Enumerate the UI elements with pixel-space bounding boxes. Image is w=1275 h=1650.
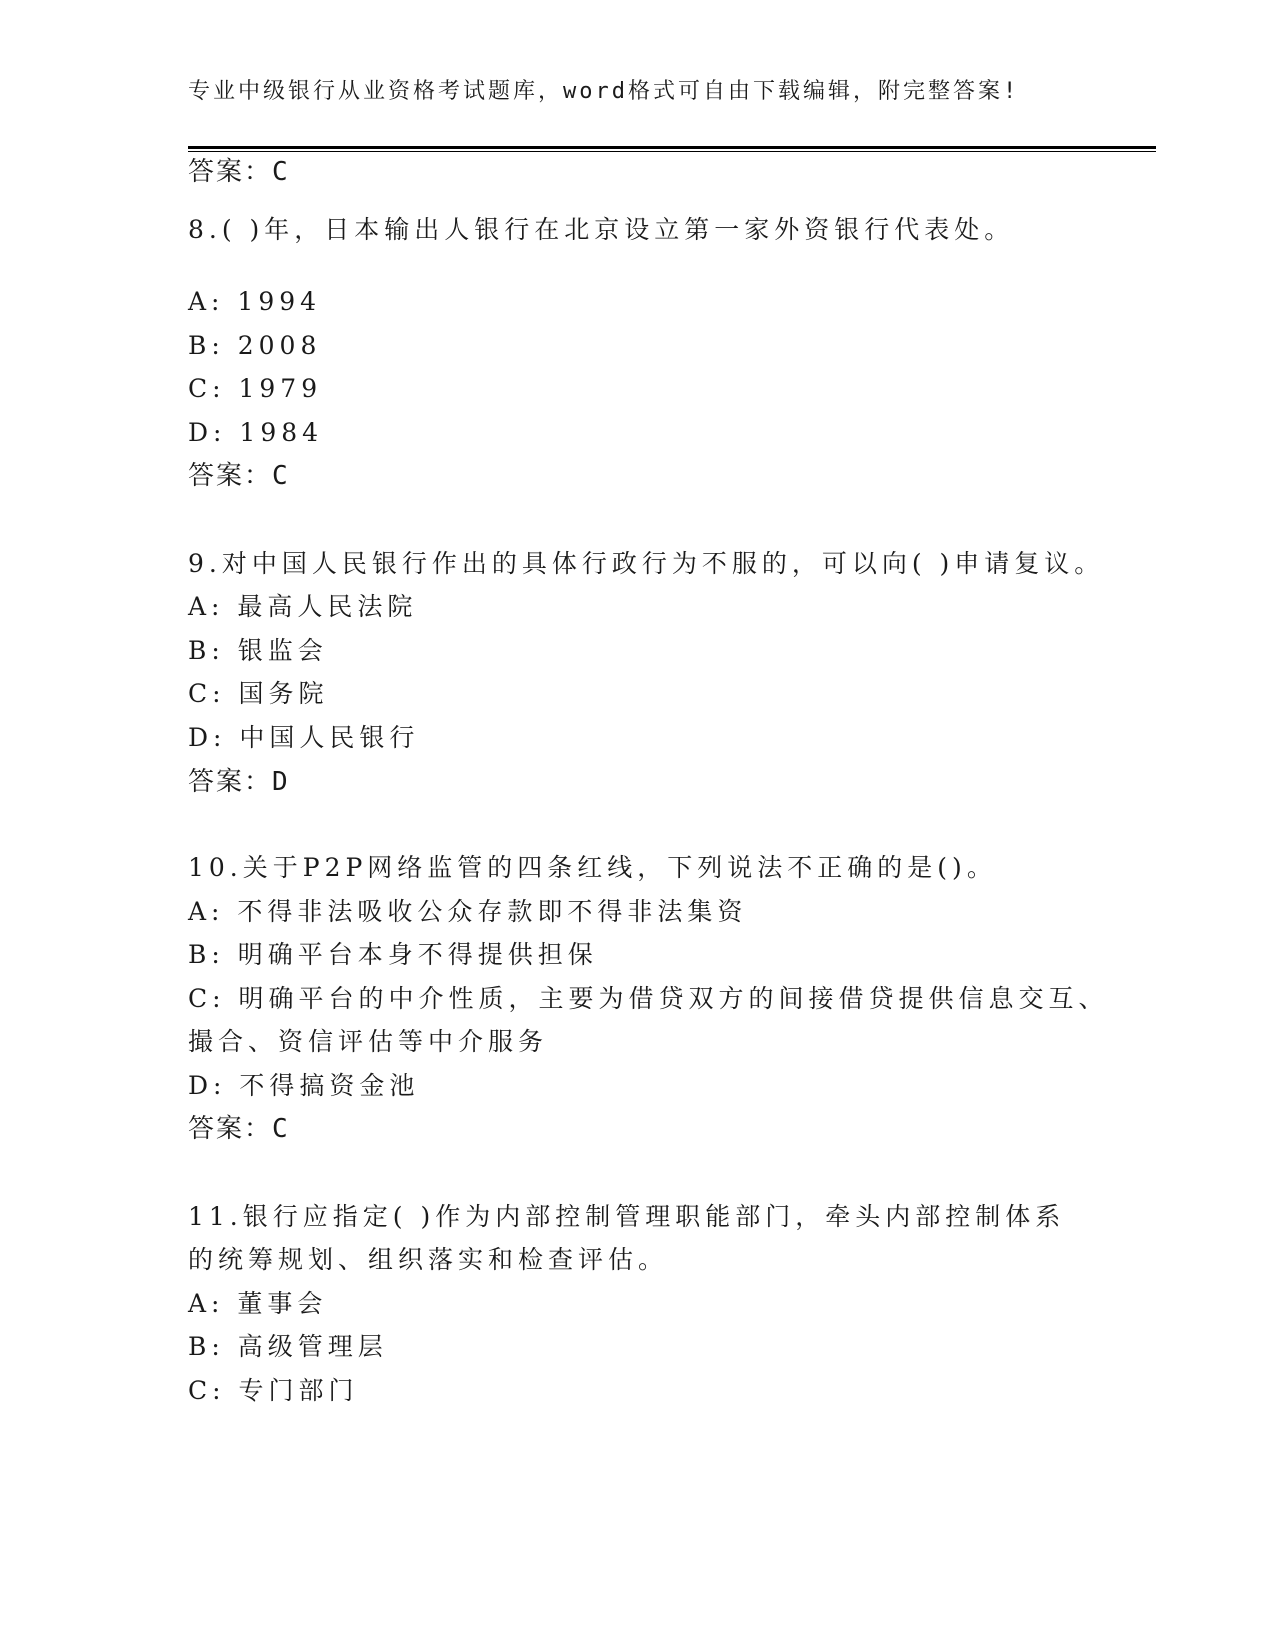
q9-option-a: A: 最高人民法院 — [188, 592, 418, 621]
q9-option-d: D: 中国人民银行 — [188, 723, 420, 752]
q11-option-b: B: 高级管理层 — [188, 1332, 388, 1361]
q8-option-a: A: 1994 — [188, 287, 322, 316]
q9-option-b: B: 银监会 — [188, 636, 328, 665]
question-11-stem-continued: 的统筹规划、组织落实和检查评估。 — [188, 1245, 669, 1274]
q8-option-d: D: 1984 — [188, 418, 324, 447]
question-11-stem: 11.银行应指定( )作为内部控制管理职能部门，牵头内部控制体系 — [188, 1202, 1066, 1231]
q8-option-b: B: 2008 — [188, 331, 322, 360]
question-10-stem: 10.关于P2P网络监管的四条红线，下列说法不正确的是()。 — [188, 853, 997, 882]
answer-q8: 答案：C — [188, 461, 290, 491]
q10-option-b: B: 明确平台本身不得提供担保 — [188, 940, 598, 969]
question-9-stem: 9.对中国人民银行作出的具体行政行为不服的，可以向( )申请复议。 — [188, 549, 1105, 578]
answer-q7: 答案：C — [188, 157, 290, 187]
q10-option-d: D: 不得搞资金池 — [188, 1071, 420, 1100]
answer-q10: 答案：C — [188, 1114, 290, 1144]
q10-option-c: C: 明确平台的中介性质，主要为借贷双方的间接借贷提供信息交互、 — [188, 984, 1109, 1013]
q8-option-c: C: 1979 — [188, 374, 323, 403]
q10-option-c-continued: 撮合、资信评估等中介服务 — [188, 1027, 549, 1056]
q11-option-c: C: 专门部门 — [188, 1376, 359, 1405]
header-rule-thin — [188, 151, 1156, 152]
question-8-stem: 8.( )年，日本输出人银行在北京设立第一家外资银行代表处。 — [188, 215, 1015, 244]
answer-q9: 答案：D — [188, 767, 290, 797]
q11-option-a: A: 董事会 — [188, 1289, 328, 1318]
q9-option-c: C: 国务院 — [188, 679, 329, 708]
page-header-text: 专业中级银行从业资格考试题库，word格式可自由下载编辑，附完整答案! — [188, 79, 1020, 104]
q10-option-a: A: 不得非法吸收公众存款即不得非法集资 — [188, 897, 748, 926]
header-rule-thick — [188, 146, 1156, 149]
